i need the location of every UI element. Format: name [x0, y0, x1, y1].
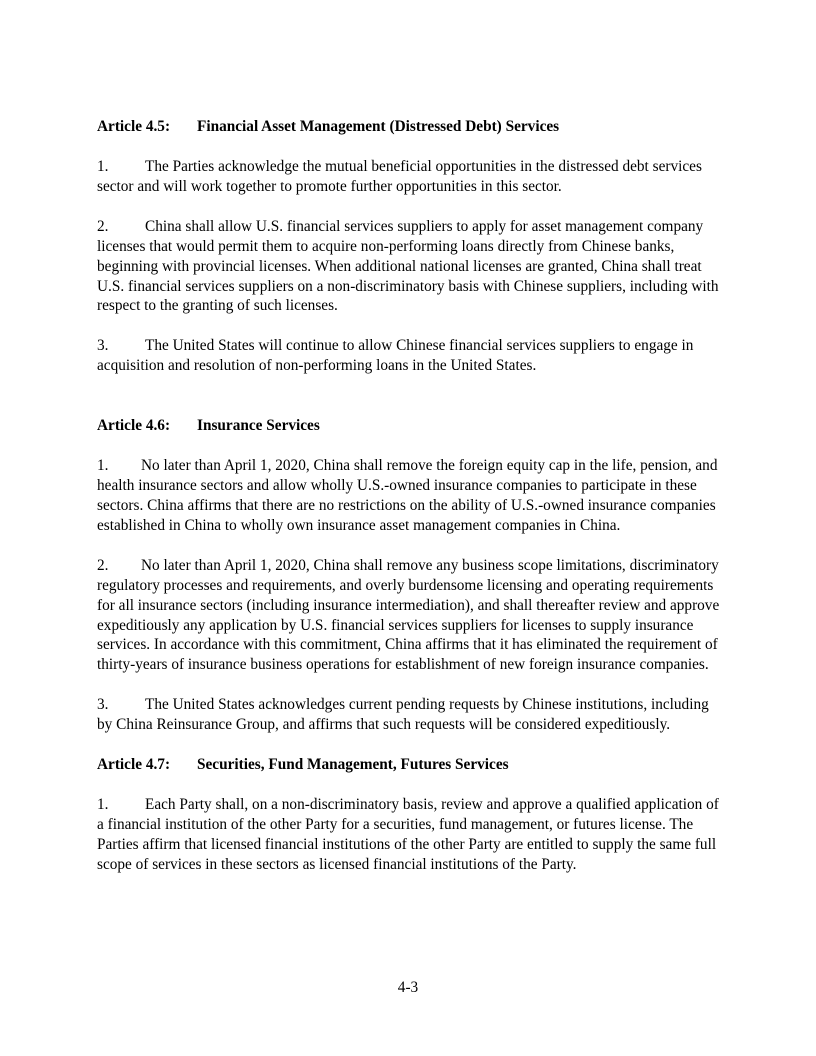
paragraph [97, 695, 725, 735]
article-title: Securities, Fund Management, Futures Services [197, 756, 509, 774]
paragraph [97, 217, 725, 317]
paragraph [97, 795, 725, 875]
article-title: Insurance Services [197, 417, 320, 435]
paragraph [97, 336, 725, 376]
paragraph-number: 3. [97, 337, 109, 355]
paragraph-number: 2. [97, 556, 109, 574]
paragraph-number: 1. [97, 158, 109, 175]
article-heading [97, 117, 725, 137]
article-heading [97, 755, 725, 775]
paragraph-text: The United States will continue to allow Chinese financial services suppliers to engage in acquisition and resolution of non-performing loans in the United States. [97, 337, 694, 375]
paragraph-number: 1. [97, 457, 109, 475]
paragraph-text: Each Party shall, on a non-discriminatory basis, review and approve a qualified application of a financial institution of the other Party for a securities, fund management, or futures license. The Parties affirm that licensed financial institutions of the other Party are entitled to supply the same full scope of services in these sectors as licensed financial institutions of the Party. [97, 796, 719, 873]
page-number: 4-3 [397, 979, 419, 996]
document-body [97, 117, 725, 875]
paragraph [97, 556, 725, 675]
paragraph-number: 1. [97, 796, 109, 814]
paragraph [97, 456, 725, 536]
paragraph [97, 157, 725, 197]
article-title: Financial Asset Management (Distressed Debt) Services [197, 118, 560, 135]
paragraph-text: China shall allow U.S. financial services suppliers to apply for asset management company licenses that would permit them to acquire non-performing loans directly from Chinese banks, beginning with provincial licenses. When additional national licenses are granted, China shall treat U.S. financial services suppliers on a non-discriminatory basis with Chinese suppliers, including with respect to the granting of such licenses. [97, 217, 719, 315]
paragraph-text: The United States acknowledges current pending requests by Chinese institutions, including by China Reinsurance Group, and affirms that such requests will be considered expeditiously. [97, 696, 709, 734]
article-heading [97, 416, 725, 436]
paragraph-text: The Parties acknowledge the mutual beneficial opportunities in the distressed debt services sector and will work together to promote further opportunities in this sector. [97, 158, 702, 195]
paragraph-text: No later than April 1, 2020, China shall remove any business scope limitations, discriminatory regulatory processes and requirements, and overly burdensome licensing and operating requirements for all insurance sectors (including insurance intermediation), and shall thereafter review and approve expeditiously any application by U.S. financial services suppliers for licenses to supply insurance services. In accordance with this commitment, China affirms that it has eliminated the requirement of thirty-years of insurance business operations for establishment of new foreign insurance companies. [97, 556, 720, 674]
paragraph-number: 2. [97, 217, 109, 235]
article-label: Article 4.6: [97, 417, 171, 435]
paragraph-text: No later than April 1, 2020, China shall remove the foreign equity cap in the life, pension, and health insurance sectors and allow wholly U.S.-owned insurance companies to participate in these sectors. China affirms that there are no restrictions on the ability of U.S.-owned insurance companies established in China to wholly own insurance asset management companies in China. [97, 457, 718, 534]
article-label: Article 4.5: [97, 118, 171, 135]
paragraph-number: 3. [97, 696, 109, 714]
article-label: Article 4.7: [97, 756, 171, 774]
